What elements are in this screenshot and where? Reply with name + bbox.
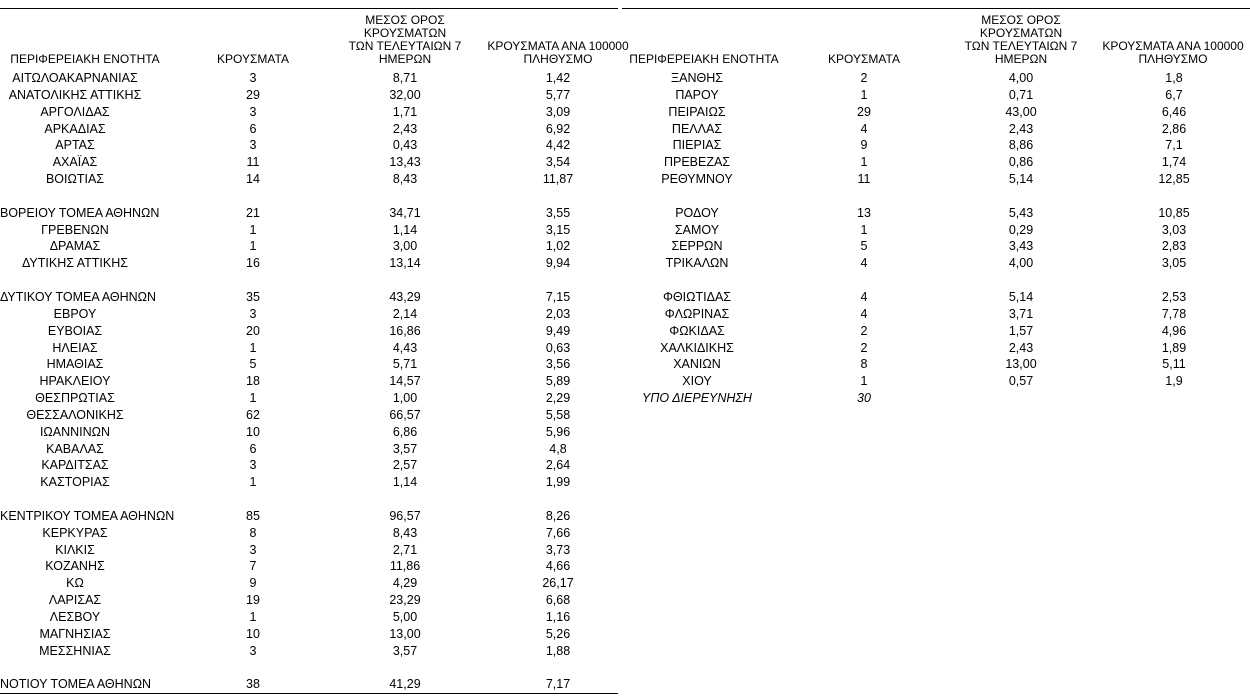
per100k-cell: 3,56 (545, 357, 571, 372)
table-row (0, 457, 618, 474)
per100k-cell: 2,03 (545, 306, 571, 321)
region-cell: ΦΛΩΡΙΝΑΣ (664, 306, 730, 321)
avg7-cell: 4,00 (1008, 256, 1034, 271)
spacer-row (0, 491, 618, 508)
region-cell: ΚΑΣΤΟΡΙΑΣ (40, 475, 110, 490)
avg7-cell: 2,57 (392, 458, 418, 473)
per100k-cell: 1,42 (545, 71, 571, 85)
per100k-cell: 1,99 (545, 475, 571, 490)
region-cell: ΗΡΑΚΛΕΙΟΥ (39, 374, 111, 389)
region-cell: ΔΥΤΙΚΗΣ ΑΤΤΙΚΗΣ (22, 256, 128, 271)
avg7-cell: 5,43 (1008, 205, 1034, 220)
header-avg7 (942, 14, 1100, 66)
per100k-cell: 2,86 (1161, 121, 1187, 136)
table-row (622, 104, 1250, 121)
cases-cell: 9 (249, 576, 257, 591)
table-row (0, 255, 618, 272)
table-row (0, 70, 618, 87)
per100k-cell: 1,89 (1161, 340, 1187, 355)
per100k-cell: 1,88 (545, 643, 571, 658)
spacer-row (622, 272, 1250, 289)
region-cell: ΠΑΡΟΥ (675, 87, 719, 102)
per100k-cell: 4,42 (545, 138, 571, 153)
spacer-row (0, 188, 618, 205)
header-avg7-line2: ΤΩΝ ΤΕΛΕΥΤΑΙΩΝ 7 (348, 39, 462, 53)
region-cell: ΒΟΙΩΤΙΑΣ (45, 172, 105, 187)
avg7-cell: 2,43 (1008, 121, 1034, 136)
table-row (622, 373, 1250, 390)
per100k-cell: 1,8 (1165, 71, 1183, 85)
table-row (0, 205, 618, 222)
region-cell: ΕΥΒΟΙΑΣ (47, 323, 103, 338)
region-cell: ΑΧΑΪΑΣ (52, 155, 98, 170)
table-row (0, 626, 618, 643)
region-cell: ΠΕΙΡΑΙΩΣ (668, 104, 726, 119)
region-cell: ΧΙΟΥ (682, 374, 712, 389)
table-row (0, 643, 618, 660)
cases-cell: 1 (249, 475, 257, 490)
table-row (0, 373, 618, 390)
per100k-cell: 6,7 (1165, 87, 1183, 102)
per100k-cell: 10,85 (1158, 205, 1190, 220)
per100k-cell: 5,58 (545, 407, 571, 422)
cases-cell: 1 (249, 610, 257, 624)
avg7-cell: 96,57 (389, 508, 421, 523)
per100k-cell: 7,17 (545, 677, 571, 692)
table-row (0, 609, 618, 626)
avg7-cell: 43,29 (389, 289, 421, 304)
table-row (0, 558, 618, 575)
region-cell: ΝΟΤΙΟΥ ΤΟΜΕΑ ΑΘΗΝΩΝ (0, 677, 152, 692)
avg7-cell: 13,00 (1005, 357, 1037, 372)
cases-cell: 10 (246, 626, 260, 641)
table-row (0, 356, 618, 373)
region-cell: ΣΕΡΡΩΝ (671, 239, 723, 254)
cases-cell: 1 (860, 374, 868, 389)
avg7-cell: 0,43 (392, 138, 418, 153)
table-row (622, 70, 1250, 87)
region-cell: ΑΙΤΩΛΟΑΚΑΡΝΑΝΙΑΣ (12, 71, 138, 85)
region-cell: ΤΡΙΚΑΛΩΝ (665, 256, 729, 271)
avg7-cell: 41,29 (389, 677, 421, 692)
cases-cell: 1 (249, 340, 257, 355)
cases-cell: 2 (860, 323, 868, 338)
table-row (0, 441, 618, 458)
per100k-cell: 2,29 (545, 391, 571, 406)
region-cell: ΠΕΛΛΑΣ (671, 121, 723, 136)
table-row (0, 676, 618, 693)
per100k-cell: 12,85 (1158, 172, 1190, 187)
per100k-cell: 6,92 (545, 121, 571, 136)
cases-cell: 18 (246, 374, 260, 389)
avg7-cell: 0,57 (1008, 374, 1034, 389)
header-region: ΠΕΡΙΦΕΡΕΙΑΚΗ ΕΝΟΤΗΤΑ (10, 52, 160, 66)
avg7-cell: 5,14 (1008, 172, 1034, 187)
avg7-cell: 13,43 (389, 155, 421, 170)
header-avg7-line1: ΜΕΣΟΣ ΟΡΟΣ ΚΡΟΥΣΜΑΤΩΝ (979, 13, 1063, 40)
avg7-cell: 8,43 (392, 172, 418, 187)
per100k-cell: 7,15 (545, 289, 571, 304)
per100k-cell: 3,15 (545, 222, 571, 237)
per100k-cell: 1,9 (1165, 374, 1183, 389)
cases-cell: 85 (246, 508, 260, 523)
avg7-cell: 2,14 (392, 306, 418, 321)
per100k-cell: 2,53 (1161, 289, 1187, 304)
avg7-cell: 4,29 (392, 576, 418, 591)
table-row (0, 592, 618, 609)
table-row (622, 222, 1250, 239)
avg7-cell: 4,43 (392, 340, 418, 355)
per100k-cell: 3,05 (1161, 256, 1187, 271)
cases-cell: 1 (249, 222, 257, 237)
cases-cell: 38 (246, 677, 260, 692)
region-cell: ΗΜΑΘΙΑΣ (46, 357, 104, 372)
region-cell: ΘΕΣΣΑΛΟΝΙΚΗΣ (26, 407, 124, 422)
cases-cell: 20 (246, 323, 260, 338)
cases-cell: 3 (249, 542, 257, 557)
avg7-cell: 8,71 (392, 71, 418, 85)
region-cell: ΔΥΤΙΚΟΥ ΤΟΜΕΑ ΑΘΗΝΩΝ (0, 289, 157, 304)
table-header (622, 10, 1250, 66)
cases-cell: 3 (249, 458, 257, 473)
table-row (622, 356, 1250, 373)
cases-cell: 11 (857, 172, 871, 187)
region-cell: ΗΛΕΙΑΣ (52, 340, 98, 355)
table-row (0, 508, 618, 525)
avg7-cell: 43,00 (1005, 104, 1037, 119)
table-row (0, 323, 618, 340)
cases-cell: 4 (860, 306, 868, 321)
table-row (0, 104, 618, 121)
region-cell: ΛΑΡΙΣΑΣ (48, 593, 102, 608)
avg7-cell: 1,00 (392, 391, 418, 406)
per100k-cell: 11,87 (542, 172, 574, 187)
table-row (622, 154, 1250, 171)
region-cell: ΙΩΑΝΝΙΝΩΝ (39, 424, 111, 439)
header-per100k (1096, 40, 1250, 66)
region-cell: ΠΙΕΡΙΑΣ (672, 138, 722, 153)
table-row (622, 238, 1250, 255)
avg7-cell: 14,57 (389, 374, 421, 389)
avg7-cell: 0,86 (1008, 155, 1034, 170)
per100k-cell: 7,78 (1161, 306, 1187, 321)
per100k-cell: 5,26 (545, 626, 571, 641)
cases-cell: 1 (249, 239, 257, 254)
per100k-cell: 3,54 (545, 155, 571, 170)
header-avg7 (330, 14, 480, 66)
spacer-row (0, 272, 618, 289)
region-cell: ΔΡΑΜΑΣ (49, 239, 101, 254)
cases-cell: 5 (249, 357, 257, 372)
cases-cell: 19 (246, 593, 260, 608)
per100k-cell: 6,68 (545, 593, 571, 608)
spacer-row (0, 660, 618, 677)
avg7-cell: 23,29 (389, 593, 421, 608)
cases-cell: 8 (860, 357, 868, 372)
per100k-cell: 2,64 (545, 458, 571, 473)
per100k-cell: 4,8 (549, 441, 567, 456)
avg7-cell: 1,14 (392, 222, 418, 237)
cases-cell: 2 (860, 340, 868, 355)
table-row (0, 525, 618, 542)
cases-cell: 14 (246, 172, 260, 187)
per100k-cell: 2,83 (1161, 239, 1187, 254)
avg7-cell: 2,43 (392, 121, 418, 136)
cases-cell: 4 (860, 121, 868, 136)
table-row (0, 306, 618, 323)
per100k-cell: 5,11 (1162, 357, 1186, 372)
region-cell: ΡΕΘΥΜΝΟΥ (661, 172, 733, 187)
table-row (622, 171, 1250, 188)
region-cell: ΜΑΓΝΗΣΙΑΣ (39, 626, 111, 641)
per100k-cell: 0,63 (545, 340, 571, 355)
avg7-cell: 11,86 (389, 559, 421, 574)
per100k-cell: 3,09 (545, 104, 571, 119)
cases-cell: 13 (857, 205, 871, 220)
region-cell: ΓΡΕΒΕΝΩΝ (41, 222, 109, 237)
region-cell: ΚΙΛΚΙΣ (55, 542, 95, 557)
header-region: ΠΕΡΙΦΕΡΕΙΑΚΗ ΕΝΟΤΗΤΑ (629, 52, 779, 66)
table-row (0, 575, 618, 592)
cases-cell: 4 (860, 289, 868, 304)
cases-cell: 1 (249, 391, 257, 406)
avg7-cell: 4,00 (1008, 71, 1034, 85)
cases-cell: 9 (860, 138, 868, 153)
table-row (0, 238, 618, 255)
table-row (622, 255, 1250, 272)
table-row (0, 474, 618, 491)
region-cell: ΠΡΕΒΕΖΑΣ (663, 155, 731, 170)
per100k-cell: 4,96 (1161, 323, 1187, 338)
table-row (622, 340, 1250, 357)
header-per100k (478, 40, 638, 66)
header-avg7-line1: ΜΕΣΟΣ ΟΡΟΣ ΚΡΟΥΣΜΑΤΩΝ (363, 13, 447, 40)
region-cell: ΑΡΚΑΔΙΑΣ (44, 121, 106, 136)
region-cell: ΚΩ (66, 576, 84, 591)
cases-cell: 4 (860, 256, 868, 271)
region-cell: ΥΠΟ ΔΙΕΡΕΥΝΗΣΗ (642, 391, 752, 406)
region-cell: ΧΑΛΚΙΔΙΚΗΣ (660, 340, 734, 355)
table-header (0, 10, 629, 66)
per100k-cell: 9,94 (545, 256, 571, 271)
table-row (622, 323, 1250, 340)
cases-cell: 5 (860, 239, 868, 254)
right-table-body (622, 70, 1250, 407)
region-cell: ΑΝΑΤΟΛΙΚΗΣ ΑΤΤΙΚΗΣ (8, 87, 142, 102)
avg7-cell: 3,43 (1008, 239, 1034, 254)
avg7-cell: 0,71 (1008, 87, 1034, 102)
cases-cell: 2 (860, 71, 868, 85)
avg7-cell: 5,00 (392, 610, 418, 624)
table-row (622, 390, 1250, 407)
cases-cell: 6 (249, 121, 257, 136)
avg7-cell: 66,57 (389, 407, 421, 422)
region-cell: ΚΑΒΑΛΑΣ (46, 441, 104, 456)
cases-cell: 7 (249, 559, 257, 574)
avg7-cell: 5,14 (1008, 289, 1034, 304)
per100k-cell: 5,89 (545, 374, 571, 389)
header-per100k-line2: ΠΛΗΘΥΣΜΟ (1138, 52, 1208, 66)
header-avg7-line3: ΗΜΕΡΩΝ (378, 52, 432, 66)
table-row (622, 306, 1250, 323)
table-row (0, 87, 618, 104)
left-table-body (0, 70, 618, 693)
region-cell: ΣΑΜΟΥ (674, 222, 720, 237)
table-row (0, 137, 618, 154)
region-cell: ΚΟΖΑΝΗΣ (45, 559, 105, 574)
table-row (622, 121, 1250, 138)
per100k-cell: 3,03 (1161, 222, 1187, 237)
cases-cell: 29 (857, 104, 871, 119)
cases-cell: 3 (249, 104, 257, 119)
region-cell: ΞΑΝΘΗΣ (671, 71, 723, 85)
table-row (0, 171, 618, 188)
table-row (0, 222, 618, 239)
avg7-cell: 0,29 (1008, 222, 1034, 237)
avg7-cell: 34,71 (389, 205, 421, 220)
per100k-cell: 5,96 (545, 424, 571, 439)
region-cell: ΧΑΝΙΩΝ (673, 357, 721, 372)
table-row (622, 205, 1250, 222)
header-per100k-line2: ΠΛΗΘΥΣΜΟ (523, 52, 593, 66)
table-row (0, 542, 618, 559)
avg7-cell: 2,71 (392, 542, 418, 557)
header-avg7-line2: ΤΩΝ ΤΕΛΕΥΤΑΙΩΝ 7 (964, 39, 1078, 53)
header-avg7-line3: ΗΜΕΡΩΝ (994, 52, 1048, 66)
region-cell: ΜΕΣΣΗΝΙΑΣ (39, 643, 111, 658)
table-row (0, 121, 618, 138)
cases-cell: 8 (249, 525, 257, 540)
per100k-cell: 8,26 (545, 508, 571, 523)
avg7-cell: 32,00 (389, 87, 421, 102)
region-cell: ΕΒΡΟΥ (53, 306, 97, 321)
table-row (622, 289, 1250, 306)
cases-cell: 62 (246, 407, 260, 422)
region-cell: ΚΕΡΚΥΡΑΣ (42, 525, 108, 540)
cases-cell: 21 (246, 205, 260, 220)
header-cases: ΚΡΟΥΣΜΑΤΑ (217, 52, 289, 66)
per100k-cell: 7,66 (545, 525, 571, 540)
per100k-cell: 3,73 (545, 542, 571, 557)
cases-cell: 11 (246, 155, 260, 170)
spacer-row (622, 188, 1250, 205)
region-cell: ΡΟΔΟΥ (675, 205, 719, 220)
avg7-cell: 1,14 (392, 475, 418, 490)
avg7-cell: 1,57 (1008, 323, 1034, 338)
table-top-rule (622, 8, 1250, 9)
region-cell: ΑΡΤΑΣ (55, 138, 95, 153)
avg7-cell: 13,00 (389, 626, 421, 641)
cases-cell: 29 (246, 87, 260, 102)
cases-cell: 1 (860, 87, 868, 102)
table-row (0, 340, 618, 357)
header-cases: ΚΡΟΥΣΜΑΤΑ (828, 52, 900, 66)
table-row (0, 390, 618, 407)
per100k-cell: 9,49 (545, 323, 571, 338)
cases-cell: 1 (860, 155, 868, 170)
per100k-cell: 6,46 (1161, 104, 1187, 119)
region-cell: ΦΩΚΙΔΑΣ (669, 323, 725, 338)
region-cell: ΚΑΡΔΙΤΣΑΣ (41, 458, 109, 473)
per100k-cell: 1,16 (545, 610, 571, 624)
cases-cell: 3 (249, 306, 257, 321)
table-row (622, 137, 1250, 154)
avg7-cell: 5,71 (392, 357, 418, 372)
region-cell: ΒΟΡΕΙΟΥ ΤΟΜΕΑ ΑΘΗΝΩΝ (0, 205, 160, 220)
cases-cell: 10 (246, 424, 260, 439)
cases-cell: 35 (246, 289, 260, 304)
avg7-cell: 3,57 (392, 643, 418, 658)
avg7-cell: 3,57 (392, 441, 418, 456)
per100k-cell: 3,55 (545, 205, 571, 220)
cases-cell: 3 (249, 71, 257, 85)
per100k-cell: 1,02 (545, 239, 571, 254)
cases-cell: 3 (249, 643, 257, 658)
per100k-cell: 1,74 (1161, 155, 1187, 170)
table-row (0, 407, 618, 424)
table-row (0, 154, 618, 171)
cases-cell: 30 (857, 391, 871, 406)
region-cell: ΚΕΝΤΡΙΚΟΥ ΤΟΜΕΑ ΑΘΗΝΩΝ (0, 508, 175, 523)
avg7-cell: 8,43 (392, 525, 418, 540)
cases-cell: 1 (860, 222, 868, 237)
avg7-cell: 3,71 (1008, 306, 1034, 321)
table-row (0, 289, 618, 306)
per100k-cell: 5,77 (545, 87, 571, 102)
cases-cell: 3 (249, 138, 257, 153)
cases-cell: 16 (246, 256, 260, 271)
region-cell: ΛΕΣΒΟΥ (49, 610, 101, 624)
header-per100k-line1: ΚΡΟΥΣΜΑΤΑ ΑΝΑ 100000 (487, 39, 629, 53)
avg7-cell: 2,43 (1008, 340, 1034, 355)
per100k-cell: 26,17 (542, 576, 574, 591)
avg7-cell: 1,71 (392, 104, 418, 119)
region-cell: ΑΡΓΟΛΙΔΑΣ (40, 104, 110, 119)
avg7-cell: 13,14 (389, 256, 421, 271)
header-per100k-line1: ΚΡΟΥΣΜΑΤΑ ΑΝΑ 100000 (1102, 39, 1244, 53)
avg7-cell: 6,86 (392, 424, 418, 439)
table-row (622, 87, 1250, 104)
table-top-rule (0, 8, 618, 9)
per100k-cell: 4,66 (545, 559, 571, 574)
avg7-cell: 8,86 (1008, 138, 1034, 153)
table-bottom-rule (0, 693, 618, 694)
avg7-cell: 16,86 (389, 323, 421, 338)
region-cell: ΦΘΙΩΤΙΔΑΣ (662, 289, 732, 304)
avg7-cell: 3,00 (392, 239, 418, 254)
region-cell: ΘΕΣΠΡΩΤΙΑΣ (35, 391, 115, 406)
per100k-cell: 7,1 (1165, 138, 1183, 153)
table-row (0, 424, 618, 441)
cases-cell: 6 (249, 441, 257, 456)
